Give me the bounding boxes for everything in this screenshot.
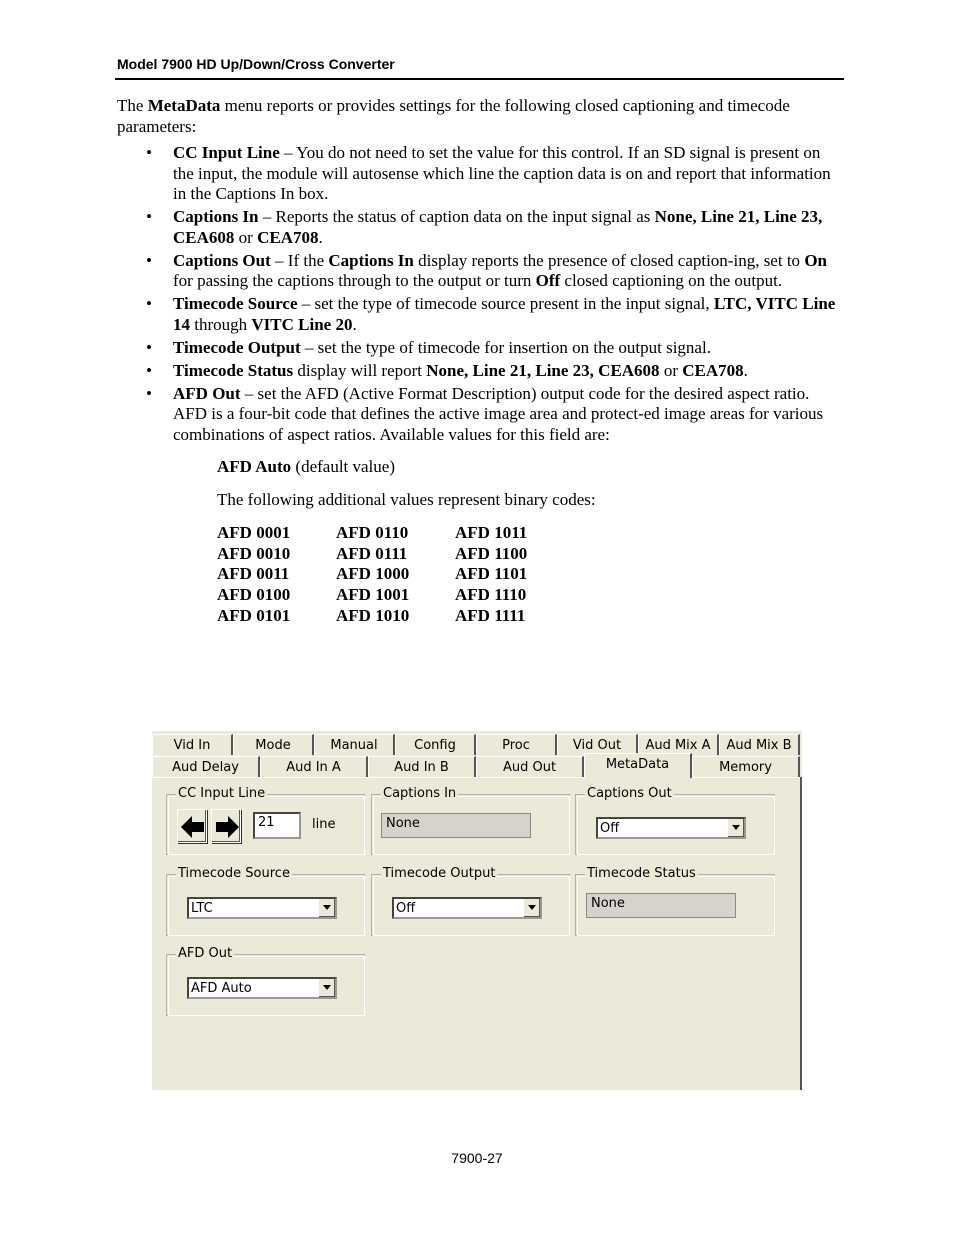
timecode-source-group — [166, 866, 365, 936]
running-header: Model 7900 HD Up/Down/Cross Converter — [117, 56, 395, 72]
chevron-down-icon[interactable] — [318, 899, 335, 917]
afd-auto-line: AFD Auto (default value) — [217, 457, 395, 476]
intro-paragraph: The MetaData menu reports or provides settings for the following closed captioning and timecode parameters: — [117, 96, 790, 136]
timecode-output-label: Timecode Output — [383, 866, 496, 881]
tab-metadata[interactable]: MetaData — [584, 753, 692, 778]
tab-aud-delay[interactable]: Aud Delay — [152, 756, 260, 777]
captions-in-readout: None — [381, 813, 531, 838]
parameter-list — [117, 143, 839, 445]
list-item: • CC Input Line – You do not need to set the value for this control. If an SD signal is present on the input, the module will autosense which line the caption data is on and report that information in the Captions In box. — [146, 143, 831, 203]
additional-values-text: The following additional values represent binary codes: — [217, 489, 596, 509]
cc-input-line-label: CC Input Line — [178, 786, 266, 801]
increment-button[interactable] — [211, 809, 241, 843]
arrow-left-icon — [180, 814, 206, 840]
tab-memory[interactable]: Memory — [692, 756, 800, 777]
table-row: AFD 0100 AFD 1001 AFD 1110 — [217, 585, 527, 605]
panel-edge — [800, 777, 802, 1090]
list-item: • Timecode Output – set the type of timecode for insertion on the output signal. — [146, 337, 711, 357]
afd-out-group — [166, 946, 365, 1016]
list-item: • Timecode Source – set the type of timecode source present in the input signal, LTC, VITC Line 14 through VITC Line 20. — [146, 294, 836, 334]
table-row: AFD 0001 AFD 0110 AFD 1011 — [217, 523, 528, 542]
cc-input-line-field[interactable]: 21 — [253, 812, 301, 839]
tab-manual[interactable]: Manual — [314, 734, 395, 755]
timecode-status-readout: None — [586, 893, 736, 918]
list-item: • AFD Out – set the AFD (Active Format Description) output code for the desired aspect ratio. AFD is a four-bit code that defines the active image area and protect-ed image areas for various combinations of aspect ratios. Available values for this field are: — [146, 383, 824, 444]
tab-aud-in-b[interactable]: Aud In B — [368, 756, 476, 777]
list-item: • Timecode Status display will report None, Line 21, Line 23, CEA608 or CEA708. — [146, 360, 748, 380]
table-row: AFD 0101 AFD 1010 AFD 1111 — [217, 605, 526, 625]
arrow-right-icon — [214, 814, 240, 840]
metadata-dialog — [152, 731, 802, 1090]
timecode-status-group — [575, 866, 775, 936]
afd-out-select[interactable] — [187, 977, 337, 999]
timecode-output-select[interactable] — [392, 897, 542, 919]
captions-in-label: Captions In — [383, 786, 457, 801]
timecode-status-label: Timecode Status — [587, 866, 696, 881]
tab-proc[interactable]: Proc — [476, 734, 557, 755]
list-item: • Captions In – Reports the status of caption data on the input signal as None, Line 21, Line 23, CEA608 or CEA708. — [146, 207, 823, 247]
afd-codes-table — [217, 523, 574, 626]
chevron-down-icon[interactable] — [523, 899, 540, 917]
tab-aud-out[interactable]: Aud Out — [476, 756, 584, 777]
list-item: • Captions Out – If the Captions In display reports the presence of closed caption-ing, set to On for passing the captions through to the output or turn Off closed captioning on the output. — [146, 250, 827, 290]
tab-aud-mix-b[interactable]: Aud Mix B — [719, 734, 800, 755]
decrement-button[interactable] — [177, 809, 207, 843]
document-body — [117, 96, 839, 626]
tab-vid-out[interactable]: Vid Out — [557, 734, 638, 755]
tab-aud-mix-a[interactable]: Aud Mix A — [638, 734, 719, 755]
table-row: AFD 0011 AFD 1000 AFD 1101 — [217, 564, 528, 584]
afd-out-value: AFD Auto — [191, 981, 252, 996]
timecode-source-value: LTC — [191, 901, 213, 916]
tab-aud-in-a[interactable]: Aud In A — [260, 756, 368, 777]
tab-config[interactable]: Config — [395, 734, 476, 755]
afd-out-label: AFD Out — [178, 946, 233, 961]
chevron-down-icon[interactable] — [727, 819, 744, 837]
tab-row-2 — [152, 756, 800, 778]
tab-vid-in[interactable]: Vid In — [152, 734, 233, 755]
timecode-source-select[interactable] — [187, 897, 337, 919]
cc-input-line-group — [166, 786, 365, 855]
timecode-source-label: Timecode Source — [178, 866, 290, 881]
chevron-down-icon[interactable] — [318, 979, 335, 997]
tab-mode[interactable]: Mode — [233, 734, 314, 755]
captions-out-select[interactable] — [596, 817, 746, 839]
tab-row-1 — [152, 734, 800, 755]
captions-out-group — [575, 786, 775, 855]
captions-out-value: Off — [600, 821, 620, 836]
table-row: AFD 0010 AFD 0111 AFD 1100 — [217, 543, 528, 563]
timecode-output-value: Off — [396, 901, 416, 916]
captions-out-label: Captions Out — [587, 786, 672, 801]
timecode-output-group — [371, 866, 570, 936]
line-unit-label: line — [312, 817, 336, 832]
page-number: 7900-27 — [451, 1150, 503, 1166]
captions-in-group — [371, 786, 570, 855]
header-rule — [115, 78, 844, 80]
